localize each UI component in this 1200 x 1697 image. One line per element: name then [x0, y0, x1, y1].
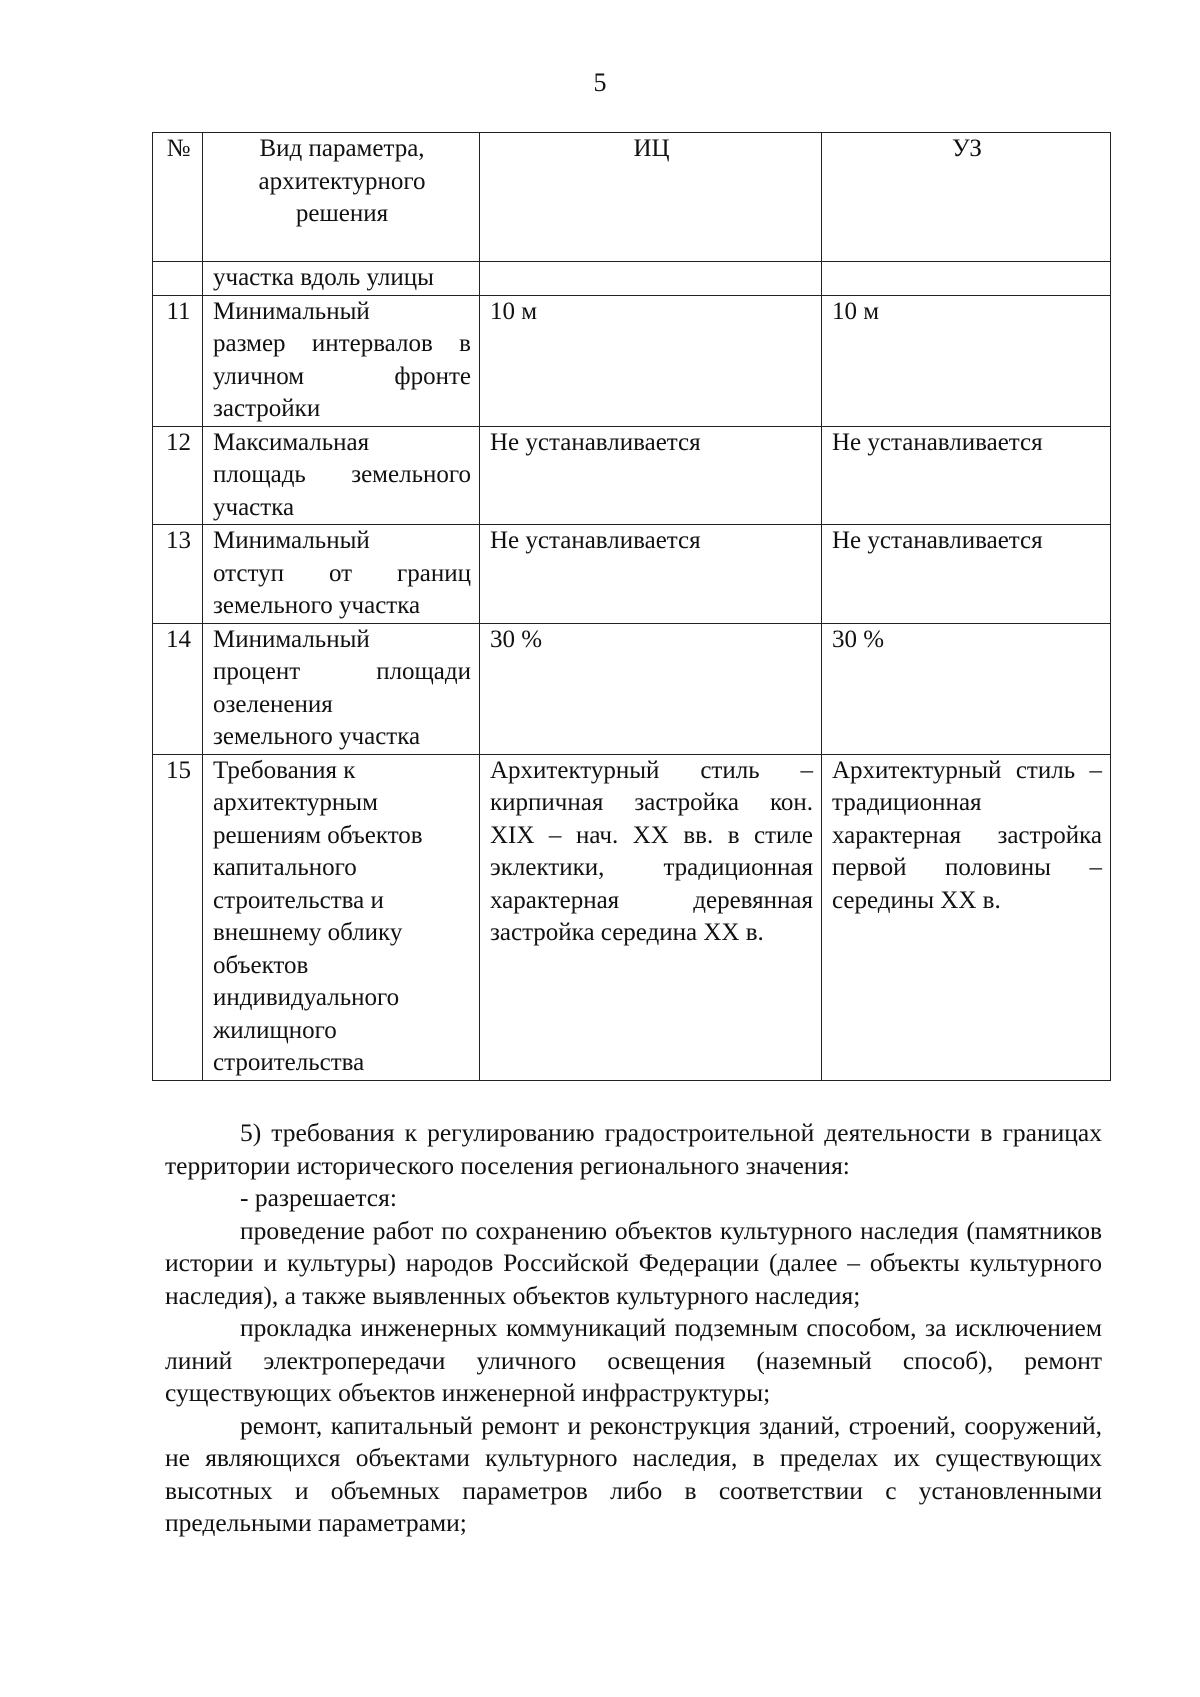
param-line: размер интервалов в [213, 330, 471, 357]
table-row-continuation [153, 262, 1111, 296]
cell-num: 11 [153, 295, 203, 426]
cell-ic: Архитектурный стиль – кирпичная застройка кон. XIX – нач. XX вв. в стиле эклектики, традиционная характерная деревянная застройка середина XX в. [480, 754, 822, 1080]
param-line: застройки [213, 395, 321, 422]
param-line: капитального [213, 854, 357, 881]
header-uz: УЗ [822, 133, 1111, 262]
cell-num: 12 [153, 426, 203, 525]
cell-param: участка вдоль улицы [203, 262, 480, 296]
param-line: индивидуального [213, 984, 400, 1011]
cell-ic: 10 м [480, 295, 822, 426]
param-line: отступ от границ [213, 559, 471, 587]
param-line: объектов [213, 951, 309, 979]
cell-num [153, 262, 203, 296]
body-text [165, 1117, 1102, 1540]
param-line: строительства и [213, 886, 384, 914]
param-line: озеленения [213, 690, 333, 718]
param-line: процент площади [213, 658, 471, 685]
param-line: Минимальный [213, 625, 370, 653]
header-ic: ИЦ [480, 133, 822, 262]
param-line: уличном фронте [213, 362, 471, 390]
cell-ic: 30 % [480, 623, 822, 754]
cell-num: 13 [153, 525, 203, 624]
param-line: земельного участка [213, 592, 421, 619]
param-line: Минимальный [213, 527, 370, 554]
param-line: Минимальный [213, 297, 370, 325]
cell-uz: Не устанавливается [822, 525, 1111, 624]
cell-param [203, 754, 480, 1080]
paragraph: проведение работ по сохранению объектов культурного наследия (памятников истории и культуры) народов Российской Федерации (далее – объекты культурного наследия), а также выявленных объектов культурного наследия; [165, 1215, 1102, 1310]
page-number: 5 [593, 68, 607, 97]
param-line: земельного участка [213, 723, 421, 750]
param-line: Максимальная [213, 428, 370, 456]
param-line: строительства [213, 1049, 365, 1076]
header-param: Вид параметра, архитектурного решения [203, 133, 480, 262]
cell-ic: Не устанавливается [480, 525, 822, 624]
cell-uz [822, 262, 1111, 296]
cell-num: 14 [153, 623, 203, 754]
cell-num: 15 [153, 754, 203, 1080]
cell-ic [480, 262, 822, 296]
param-line: площадь земельного [213, 461, 471, 488]
table-header-row [153, 133, 1111, 262]
table-row [153, 525, 1111, 624]
param-line: решениям объектов [213, 821, 423, 849]
param-line: внешнему облику [213, 919, 403, 946]
cell-uz: 10 м [822, 295, 1111, 426]
cell-param [203, 525, 480, 624]
paragraph: 5) требования к регулированию градостроительной деятельности в границах территории исторического поселения регионального значения: [165, 1118, 1102, 1180]
cell-ic: Не устанавливается [480, 426, 822, 525]
cell-param [203, 426, 480, 525]
paragraph: ремонт, капитальный ремонт и реконструкция зданий, строений, сооружений, не являющихся объектами культурного наследия, в пределах их существующих высотных и объемных параметров либо в соответствии с установленными предельными параметрами; [165, 1410, 1102, 1537]
cell-uz: 30 % [822, 623, 1111, 754]
cell-param [203, 295, 480, 426]
paragraph: прокладка инженерных коммуникаций подземным способом, за исключением линий электропередачи уличного освещения (наземный способ), ремонт существующих объектов инженерной инфраструктуры; [165, 1313, 1102, 1407]
paragraph: - разрешается: [240, 1183, 397, 1212]
cell-param [203, 623, 480, 754]
table-row [153, 295, 1111, 426]
table-row [153, 754, 1111, 1080]
table-row [153, 623, 1111, 754]
param-line: Требования к [213, 756, 356, 784]
header-num: № [153, 133, 203, 262]
param-line: участка [213, 493, 295, 521]
parameters-table [152, 132, 1111, 1081]
table-row [153, 426, 1111, 525]
param-line: жилищного [213, 1016, 337, 1044]
cell-uz: Не устанавливается [822, 426, 1111, 525]
param-line: архитектурным [213, 789, 378, 816]
cell-uz: Архитектурный стиль – традиционная характерная застройка первой половины – середины XX в. [822, 754, 1111, 1080]
